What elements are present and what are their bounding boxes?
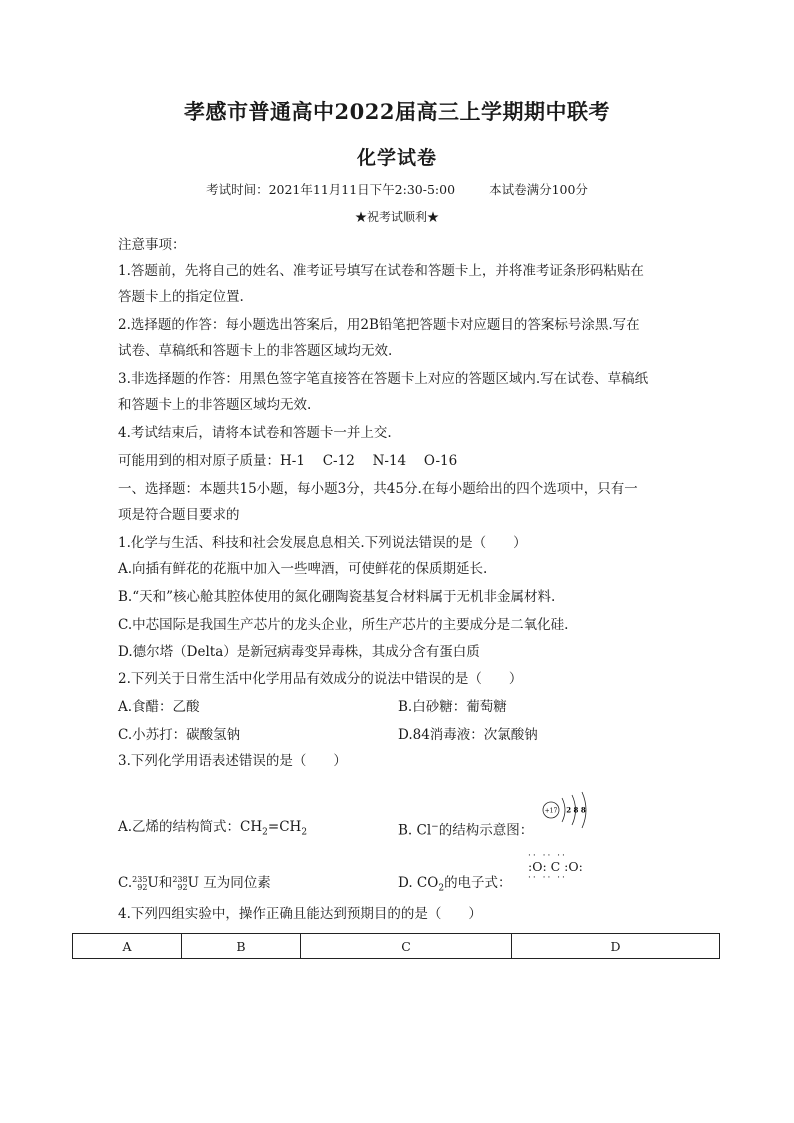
q1-option-b: B.“天和”核心舱其腔体使用的氮化硼陶瓷基复合材料属于无机非金属材料. — [118, 589, 556, 605]
note-3-line-2: 和答题卡上的非答题区域均无效. — [118, 397, 312, 413]
table-header-a: A — [73, 934, 182, 959]
q2-option-a: A.食醋：乙酸 — [118, 699, 200, 715]
notes-heading: 注意事项： — [118, 237, 186, 253]
q3-stem: 3.下列化学用语表述错误的是（ ） — [118, 753, 347, 769]
q3-option-b: B. Cl−的结构示意图： — [398, 822, 534, 839]
q4-options-table — [72, 933, 720, 959]
note-3-line-1: 3.非选择题的作答：用黑色签字笔直接答在答题卡上对应的答题区域内.写在试卷、草稿纸 — [118, 371, 649, 387]
full-score: 本试卷满分100分 — [489, 182, 588, 197]
q3-option-a: A.乙烯的结构简式：$CH_2=CH_2$ — [118, 819, 308, 838]
note-2-line-1: 2.选择题的作答：每小题选出答案后，用2B铅笔把答题卡对应题目的答案标号涂黑.写在 — [118, 317, 640, 333]
table-header-c: C — [301, 934, 512, 959]
chlorine-ion-structure-diagram — [540, 790, 600, 830]
q3-option-d: D. $CO_2$的电子式： — [398, 875, 512, 894]
note-1-line-1: 1.答题前，先将自己的姓名、准考证号填写在试卷和答题卡上，并将准考证条形码粘贴在 — [118, 263, 644, 279]
exam-meta — [0, 180, 794, 198]
note-2-line-2: 试卷、草稿纸和答题卡上的非答题区域均无效. — [118, 343, 393, 359]
section1-heading-line-1: 一、选择题：本题共15小题，每小题3分，共45分.在每小题给出的四个选项中，只有一 — [118, 481, 638, 497]
exam-subtitle: 化学试卷 — [356, 147, 437, 169]
q2-option-c: C.小苏打：碳酸氢钠 — [118, 727, 241, 743]
q1-option-a: A.向插有鲜花的花瓶中加入一些啤酒，可使鲜花的保质期延长. — [118, 561, 488, 577]
section1-heading-line-2: 项是符合题目要求的 — [118, 507, 240, 523]
q4-stem: 4.下列四组实验中，操作正确且能达到预期目的的是（ ） — [118, 906, 482, 922]
exam-title: 孝感市普通高中2022届高三上学期期中联考 — [184, 99, 610, 124]
q1-option-c: C.中芯国际是我国生产芯片的龙头企业，所生产芯片的主要成分是二氧化硅. — [118, 617, 569, 633]
svg-text:2 8 8: 2 8 8 — [566, 805, 586, 815]
q1-stem: 1.化学与生活、科技和社会发展息息相关.下列说法错误的是（ ） — [118, 535, 527, 551]
co2-electron-formula: ·· ·· ·· :O: C :O: ·· ·· ·· — [528, 851, 583, 883]
q1-option-d: D.德尔塔（Delta）是新冠病毒变异毒株，其成分含有蛋白质 — [118, 644, 480, 660]
note-1-line-2: 答题卡上的指定位置. — [118, 289, 244, 305]
table-header-b: B — [182, 934, 301, 959]
table-header-d: D — [512, 934, 720, 959]
exam-wish: ★祝考试顺利★ — [354, 210, 439, 224]
q2-option-d: D.84消毒液：次氯酸钠 — [398, 727, 538, 743]
q2-option-b: B.白砂糖：葡萄糖 — [398, 699, 507, 715]
q3-option-c: C.235 92U和238 92U 互为同位素 — [118, 874, 271, 892]
svg-text:+17: +17 — [544, 807, 558, 815]
atomic-mass-line: 可能用到的相对原子质量：H-1 C-12 N-14 O-16 — [118, 453, 458, 469]
note-4: 4.考试结束后，请将本试卷和答题卡一并上交. — [118, 425, 392, 441]
q2-stem: 2.下列关于日常生活中化学用品有效成分的说法中错误的是（ ） — [118, 671, 523, 687]
exam-time: 考试时间：2021年11月11日下午2:30-5:00 — [206, 182, 456, 197]
